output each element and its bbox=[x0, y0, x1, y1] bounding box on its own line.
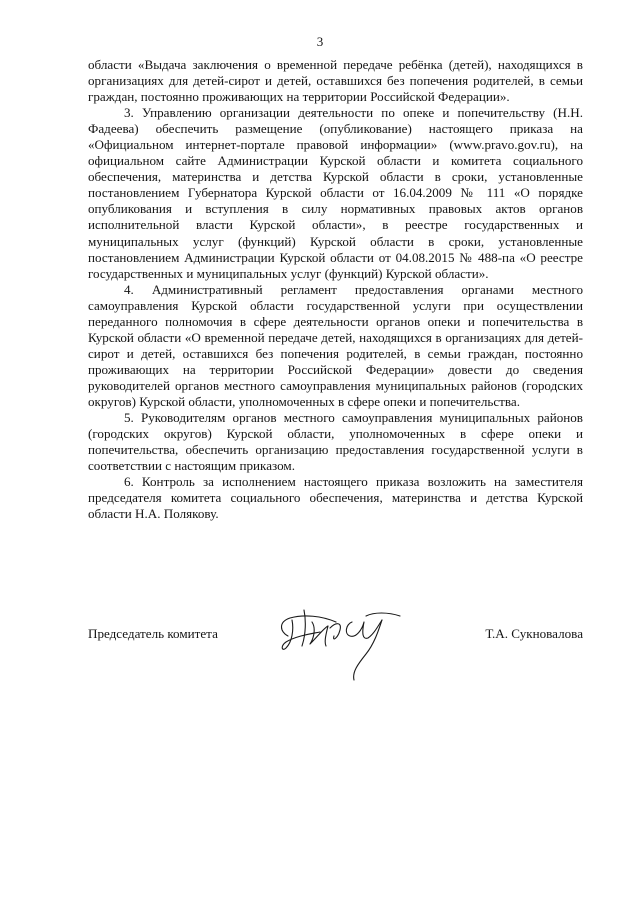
paragraph-6: 6. Контроль за исполнением настоящего приказа возложить на заместителя председателя комитета социального обеспечения, материнства и детства Курской области Н.А. Полякову. bbox=[88, 474, 583, 522]
signatory-title: Председатель комитета bbox=[88, 626, 218, 641]
handwritten-signature bbox=[270, 592, 420, 687]
document-body bbox=[88, 57, 583, 522]
paragraph-continuation: области «Выдача заключения о временной передаче ребёнка (детей), находящихся в организациях для детей-сирот и детей, оставшихся без попечения родителей, в семьи граждан, постоянно проживающих на территории Российской Федерации». bbox=[88, 57, 583, 105]
page-number: 3 bbox=[316, 34, 324, 49]
paragraph-5: 5. Руководителям органов местного самоуправления муниципальных районов (городских округов) Курской области, уполномоченных в сфере опеки и попечительства, обеспечить организацию предоставления государственной услуги в соответствии с настоящим приказом. bbox=[88, 410, 583, 474]
signatory-name: Т.А. Сукновалова bbox=[485, 626, 583, 641]
paragraph-3: 3. Управлению организации деятельности по опеке и попечительству (Н.Н. Фадеева) обеспечить размещение (опубликование) настоящего приказа на «Официальном интернет-портале правовой информации» (www.pravo.gov.ru), на официальном сайте Администрации Курской области и комитета социального обеспечения, материнства и детства Курской области в сроки, установленные постановлением Губернатора Курской области от 16.04.2009 № 111 «О порядке опубликования и вступления в силу нормативных правовых актов органов исполнительной власти Курской области», в реестре государственных и муниципальных услуг (функций) Курской области в сроки, установленные постановлением Администрации Курской области от 04.08.2015 № 488-па «О реестре государственных и муниципальных услуг (функций) Курской области». bbox=[88, 105, 583, 281]
paragraph-4: 4. Административный регламент предоставления органами местного самоуправления Курской области государственной услуги при осуществлении переданного полномочия в сфере деятельности органов опеки и попечительства в Курской области «О временной передаче детей, находящихся в организациях для детей-сирот и детей, оставшихся без попечения родителей, в семьи граждан, постоянно проживающих на территории Российской Федерации» довести до сведения руководителей органов местного самоуправления муниципальных районов (городских округов) Курской области, уполномоченных в сфере опеки и попечительства. bbox=[88, 281, 583, 409]
